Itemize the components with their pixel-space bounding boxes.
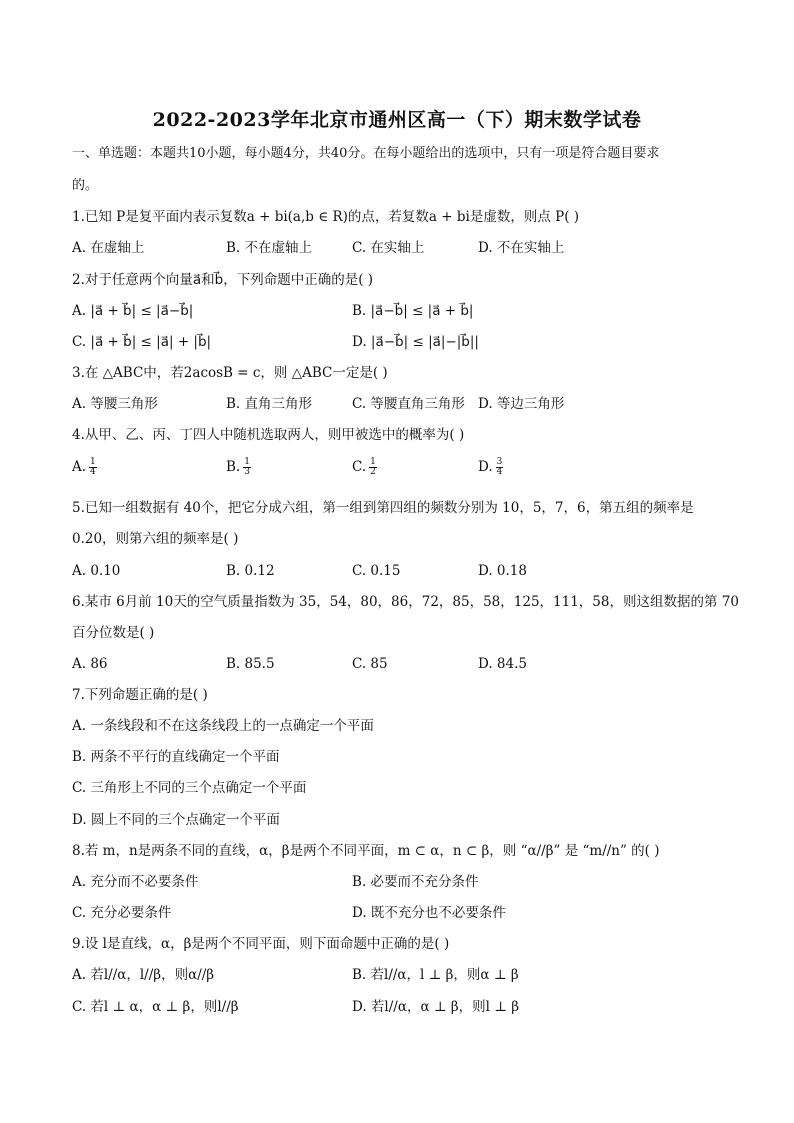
q3-option-c: C. 等腰直角三角形 (352, 396, 465, 412)
q8-option-c: C. 充分必要条件 (72, 905, 172, 921)
question-6-stem-cont: 百分位数是( ) (72, 625, 155, 641)
q5-option-a: A. 0.10 (72, 563, 121, 579)
question-3-stem: 3.在 △ABC中，若2acosB = c，则 △ABC一定是( ) (72, 365, 388, 381)
q3-option-b: B. 直角三角形 (226, 396, 313, 412)
q5-option-b: B. 0.12 (226, 563, 275, 579)
q4-option-d-numerator: 3 (496, 457, 503, 467)
q1-option-d: D. 不在实轴上 (478, 240, 565, 256)
q4-option-a-denominator: 4 (90, 467, 96, 477)
q7-option-c: C. 三角形上不同的三个点确定一个平面 (72, 780, 307, 796)
q8-option-d: D. 既不充分也不必要条件 (352, 905, 506, 921)
q2-option-d: D. |a⃗−b⃗| ≤ |a⃗|−|b⃗|| (352, 334, 479, 350)
q4-option-b-fraction (243, 458, 251, 477)
question-2-stem: 2.对于任意两个向量a⃗和b⃗，下列命题中正确的是( ) (72, 272, 374, 288)
question-7-stem: 7.下列命题正确的是( ) (72, 687, 208, 703)
q1-option-a: A. 在虚轴上 (72, 240, 145, 256)
question-5-stem-cont: 0.20，则第六组的频率是( ) (72, 531, 239, 547)
q9-option-a: A. 若l//α，l//β，则α//β (72, 967, 215, 983)
question-1-stem: 1.已知 P是复平面内表示复数a + bi(a,b ∈ R)的点，若复数a + bi是虚数，则点 P( ) (72, 209, 580, 225)
q1-option-c: C. 在实轴上 (352, 240, 425, 256)
q9-option-c: C. 若l ⊥ α，α ⊥ β，则l//β (72, 999, 239, 1015)
q4-option-d-fraction (496, 458, 504, 477)
q4-option-b-numerator: 1 (244, 457, 250, 467)
q2-option-b: B. |a⃗−b⃗| ≤ |a⃗ + b⃗| (352, 303, 474, 319)
q9-option-d: D. 若l//α，α ⊥ β，则l ⊥ β (352, 999, 520, 1015)
q4-option-a-letter: A. (72, 459, 87, 475)
q6-option-a: A. 86 (72, 656, 108, 672)
q3-option-a: A. 等腰三角形 (72, 396, 158, 412)
q4-option-c-numerator: 1 (370, 457, 376, 467)
q2-option-c: C. |a⃗ + b⃗| ≤ |a⃗| + |b⃗| (72, 334, 212, 350)
q6-option-b: B. 85.5 (226, 656, 275, 672)
q7-option-a: A. 一条线段和不在这条线段上的一点确定一个平面 (72, 718, 374, 734)
q4-option-a-fraction (89, 458, 97, 477)
q8-option-b: B. 必要而不充分条件 (352, 874, 479, 890)
q3-option-d: D. 等边三角形 (478, 396, 565, 412)
q6-option-c: C. 85 (352, 656, 388, 672)
q4-option-b-letter: B. (226, 459, 241, 475)
q4-option-d (478, 458, 503, 477)
q6-option-d: D. 84.5 (478, 656, 527, 672)
question-8-stem: 8.若 m，n是两条不同的直线，α，β是两个不同平面，m ⊂ α，n ⊂ β，则 “α//β” 是 “m//n” 的( ) (72, 843, 660, 859)
question-9-stem: 9.设 l是直线，α，β是两个不同平面，则下面命题中正确的是( ) (72, 936, 450, 952)
q4-option-c-denominator: 2 (370, 467, 376, 477)
q4-option-a (72, 458, 97, 477)
q4-option-a-numerator: 1 (90, 457, 96, 467)
section-instructions: 一、单选题：本题共10小题，每小题4分，共40分。在每小题给出的选项中，只有一项是符合题目要求 (72, 146, 660, 161)
q5-option-d: D. 0.18 (478, 563, 527, 579)
q4-option-c-letter: C. (352, 459, 367, 475)
q4-option-b-denominator: 3 (244, 467, 250, 477)
q1-option-b: B. 不在虚轴上 (226, 240, 313, 256)
q4-option-c-fraction (369, 458, 377, 477)
q5-option-c: C. 0.15 (352, 563, 401, 579)
q7-option-b: B. 两条不平行的直线确定一个平面 (72, 749, 280, 765)
question-5-stem: 5.已知一组数据有 40个，把它分成六组，第一组到第四组的频数分别为 10，5，7，6，第五组的频率是 (72, 500, 694, 516)
q2-option-a: A. |a⃗ + b⃗| ≤ |a⃗−b⃗| (72, 303, 194, 319)
q4-option-d-denominator: 4 (496, 467, 503, 477)
question-4-stem: 4.从甲、乙、丙、丁四人中随机选取两人，则甲被选中的概率为( ) (72, 427, 465, 443)
exam-title: 2022-2023学年北京市通州区高一（下）期末数学试卷 (152, 109, 642, 131)
q4-option-b (226, 458, 251, 477)
section-instructions-cont: 的。 (72, 178, 99, 193)
q4-option-d-letter: D. (478, 459, 493, 475)
q4-option-c (352, 458, 377, 477)
q7-option-d: D. 圆上不同的三个点确定一个平面 (72, 812, 280, 828)
q8-option-a: A. 充分而不必要条件 (72, 874, 199, 890)
q9-option-b: B. 若l//α，l ⊥ β，则α ⊥ β (352, 967, 519, 983)
question-6-stem: 6.某市 6月前 10天的空气质量指数为 35，54，80，86，72，85，58，125，111，58，则这组数据的第 70 (72, 594, 739, 610)
